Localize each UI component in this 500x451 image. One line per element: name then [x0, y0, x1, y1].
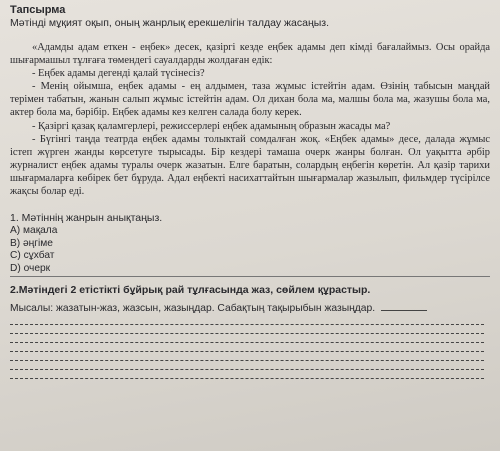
answer-line[interactable]	[10, 325, 484, 334]
option-c[interactable]: С) сұхбат	[10, 250, 55, 262]
answer-line[interactable]	[10, 334, 484, 343]
question-2-example	[10, 302, 490, 314]
option-b[interactable]: В) әңгіме	[10, 237, 53, 249]
option-d[interactable]: D) очерк	[10, 262, 51, 274]
paragraph-answer-1: - Менің ойымша, еңбек адамы - ең алдымен, таза жұмыс істейтін адам. Өзінің табысын маңдай терімен табатын, жанын салып жұмыс істейтін адам. Ол дихан бола ма, малшы бола ма, жазушы бола ма, актер бола ма, бәрібір. Еңбек адамы кез келген салада болу керек.	[10, 81, 490, 119]
answer-line[interactable]	[10, 361, 484, 370]
answer-line[interactable]	[10, 343, 484, 352]
answer-line[interactable]	[10, 316, 484, 325]
question-line-2: - Қазіргі қазақ қаламгерлері, режиссерлері еңбек адамының образын жасады ма?	[32, 120, 391, 132]
question-2	[10, 281, 490, 379]
answer-line[interactable]	[10, 352, 484, 361]
question-1	[10, 212, 490, 275]
answer-line[interactable]	[10, 370, 484, 379]
answer-blank-inline[interactable]	[381, 302, 427, 311]
answer-lines	[10, 316, 490, 379]
paragraph-answer-2: - Бүгінгі таңда театрда еңбек адамы толыктай сомдалған жоқ. «Еңбек адамы» десе, далада жұмыс істеп жүрген жанды көрсетуге тырысады. Бір кездері тамаша очерк жанры болған. Ол уақытта әрбір журналист еңбек адамы туралы очерк жазатын. Елге баратын, солардың еңбегін көретін. Ал қазір тарихи шығармаларға көбірек бет бұруда. Адал еңбекті насихаттайтын шығармалар жазылып, фильмдер түсірілсе жақсы болар еді.	[10, 133, 490, 198]
reading-text	[10, 41, 490, 198]
question-1-title: 1. Мәтіннің жанрын анықтаңыз.	[10, 212, 163, 225]
example-text: Мысалы: жазатын-жаз, жазсын, жазыңдар. Сабақтың тақырыбын жазыңдар.	[10, 302, 376, 314]
question-2-title: 2.Мәтіндегі 2 етістікті бұйрық рай тұлғасында жаз, сөйлем құрастыр.	[10, 283, 371, 296]
divider	[10, 276, 490, 277]
option-a[interactable]: А) мақала	[10, 225, 58, 237]
question-line-1: - Еңбек адамы дегенді қалай түсінесіз?	[32, 68, 205, 80]
task-subtitle: Мәтінді мұқият оқып, оның жанрлық ерекшелігін талдау жасаңыз.	[10, 17, 330, 29]
task-title: Тапсырма	[10, 4, 66, 16]
paragraph-intro: «Адамды адам еткен - еңбек» десек, қазіргі кезде еңбек адамы деп кімді бағалаймыз. Осы орайда шығармашыл тұлғаға төмендегі сауалдарды жолдаған едік:	[10, 42, 490, 67]
